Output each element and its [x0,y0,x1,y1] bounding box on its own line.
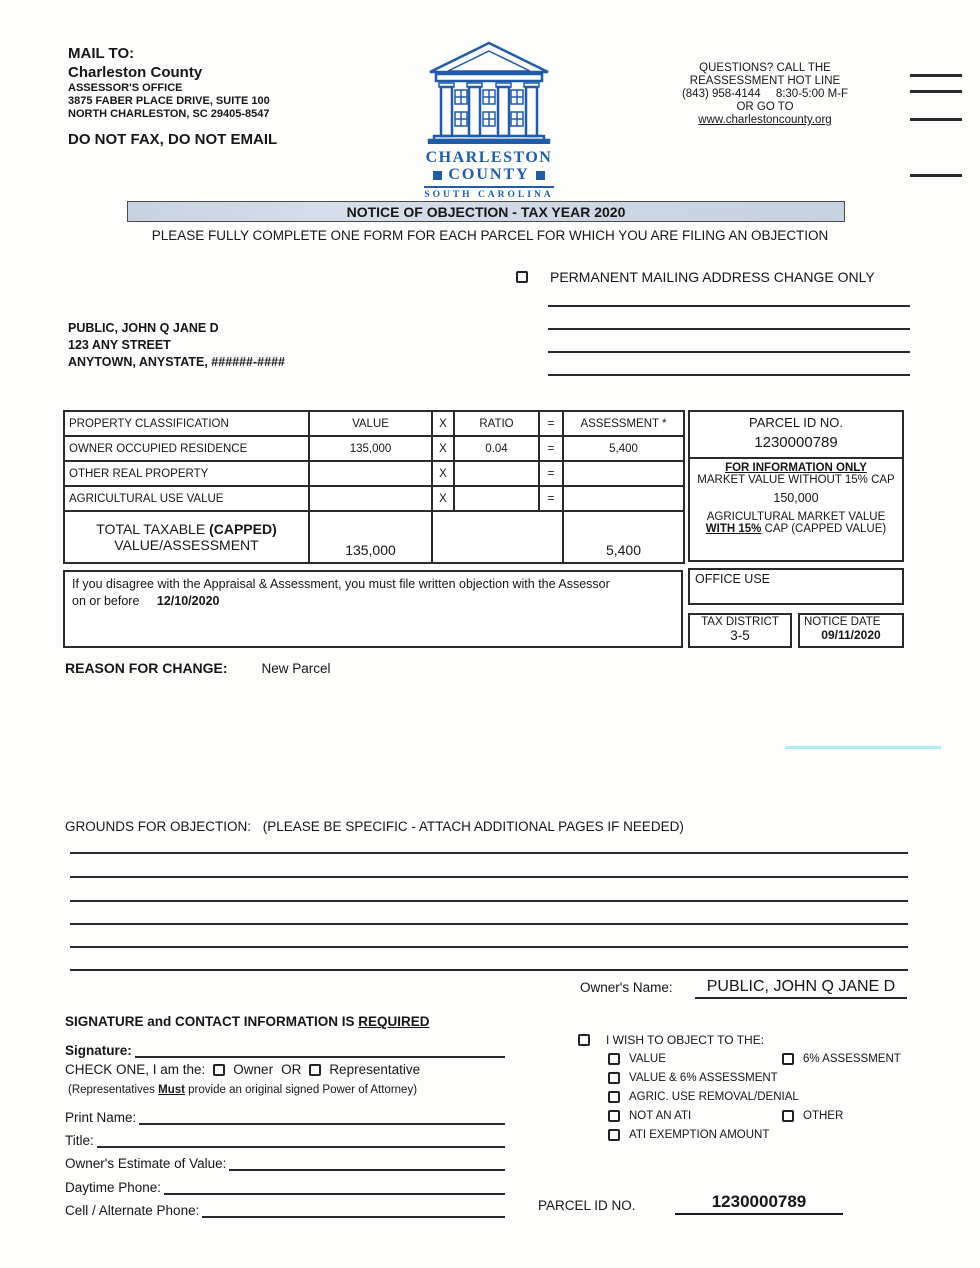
cell-equals: = [539,461,563,486]
cell-ratio [454,486,539,511]
agric-option-row [608,1091,799,1103]
cell-ratio [454,461,539,486]
mailing-change-checkbox[interactable] [516,271,528,283]
cell-value [309,486,432,511]
grounds-line[interactable] [70,969,908,971]
questions-line4: OR GO TO [736,101,794,113]
total-label-cell [64,511,309,563]
cell-classification: AGRICULTURAL USE VALUE [64,486,309,511]
representative-checkbox[interactable] [309,1064,321,1076]
fill-in-line[interactable] [910,90,962,93]
table-row [64,461,684,486]
estimate-input-line[interactable] [229,1154,505,1171]
cell-equals: = [539,436,563,461]
cell-value [309,461,432,486]
parcel-id-box [688,410,904,562]
fill-in-line[interactable] [910,118,962,121]
deadline-text: If you disagree with the Appraisal & Assessment, you must file written objection with the Assessor [72,577,610,591]
questions-block [655,62,875,127]
other-option-row [782,1110,843,1122]
daytime-phone-label: Daytime Phone: [65,1180,162,1195]
logo-square-right [536,171,545,180]
poa-must: Must [158,1084,185,1096]
cell-x: X [432,486,454,511]
header-ratio: RATIO [454,411,539,436]
representative-option-label: Representative [329,1062,421,1077]
title-label: Title: [65,1133,94,1148]
grounds-heading [65,819,684,834]
value-label: VALUE [629,1053,666,1065]
cell-phone-input-line[interactable] [202,1201,505,1218]
charleston-county-logo [424,40,554,200]
table-row [64,436,684,461]
info-only-title: FOR INFORMATION ONLY [725,462,867,474]
agric-use-checkbox[interactable] [608,1091,620,1103]
grounds-label2: (PLEASE BE SPECIFIC - ATTACH ADDITIONAL PAGES IF NEEDED) [262,819,684,834]
ag-cap-label [690,523,902,535]
owner-address-city: ANYTOWN, ANYSTATE, ######-#### [68,355,285,369]
poa-pre: (Representatives [68,1084,159,1096]
office-address-line1: 3875 FABER PLACE DRIVE, SUITE 100 [68,95,270,107]
bottom-parcel-label: PARCEL ID NO. [538,1198,636,1213]
logo-charleston-text: CHARLESTON [425,149,553,166]
owner-address-block [68,320,285,371]
notice-date-box [798,613,904,648]
parcel-info-section [690,459,902,535]
value-six-pct-option-row [608,1072,778,1084]
tax-district-label: TAX DISTRICT [701,616,779,628]
owner-checkbox[interactable] [213,1064,225,1076]
grounds-line[interactable] [70,946,908,948]
signature-label: Signature: [65,1043,132,1058]
wish-to-object-checkbox[interactable] [578,1034,590,1046]
signature-row [65,1038,505,1058]
form-subtitle: PLEASE FULLY COMPLETE ONE FORM FOR EACH PARCEL FOR WHICH YOU ARE FILING AN OBJECTION [151,228,829,243]
print-name-row [65,1105,505,1125]
daytime-phone-row [65,1175,505,1195]
assessment-table [63,410,685,564]
table-header-row [64,411,684,436]
scan-artifact-line [785,746,941,749]
wish-to-object-row [578,1033,764,1047]
cell-assessment [563,486,684,511]
title-row [65,1128,505,1148]
deadline-box [63,570,683,648]
deadline-text2: on or before [72,594,140,608]
signature-heading [65,1014,430,1029]
grounds-line[interactable] [70,900,908,902]
fill-in-line[interactable] [910,174,962,177]
wish-to-object-label: I WISH TO OBJECT TO THE: [606,1033,765,1047]
ag-market-value-label: AGRICULTURAL MARKET VALUE [706,511,886,523]
notice-date-label: NOTICE DATE [804,616,881,628]
six-pct-assessment-label: 6% ASSESSMENT [803,1053,901,1065]
cell-assessment: 5,400 [563,436,684,461]
parcel-id-top [690,412,902,459]
signature-input-line[interactable] [135,1041,505,1058]
hotline-row [655,88,875,101]
not-an-ati-option-row [608,1110,691,1122]
deadline-date: 12/10/2020 [156,594,220,608]
grounds-line[interactable] [70,876,908,878]
mailing-change-row [516,269,875,285]
bottom-parcel-value: 1230000789 [675,1192,843,1215]
mailing-change-line[interactable] [548,374,910,376]
logo-south-carolina-text: SOUTH CAROLINA [424,186,554,200]
check-one-row [65,1062,420,1077]
county-name: Charleston County [68,64,203,81]
check-one-label: CHECK ONE, I am the: [65,1062,206,1077]
agric-use-label: AGRIC. USE REMOVAL/DENIAL [629,1091,799,1103]
owner-address-name: PUBLIC, JOHN Q JANE D [68,321,219,335]
grounds-line[interactable] [70,923,908,925]
signature-heading-required: REQUIRED [358,1014,430,1029]
mailing-change-line[interactable] [548,305,910,307]
do-not-fax-warning: DO NOT FAX, DO NOT EMAIL [68,131,278,148]
mailing-change-line[interactable] [548,351,910,353]
cell-classification: OWNER OCCUPIED RESIDENCE [64,436,309,461]
office-use-box [688,568,904,605]
total-label-part2: VALUE/ASSESSMENT [114,537,259,553]
logo-county-row [424,166,554,184]
logo-square-left [433,171,442,180]
not-an-ati-checkbox[interactable] [608,1110,620,1122]
parcel-id-number: 1230000789 [754,434,838,451]
not-an-ati-label: NOT AN ATI [629,1110,692,1122]
courthouse-building-icon [424,40,554,144]
cell-classification: OTHER REAL PROPERTY [64,461,309,486]
mail-to-label: MAIL TO: [68,45,135,62]
value-six-pct-label: VALUE & 6% ASSESSMENT [629,1072,778,1084]
market-value-amount: 150,000 [773,491,819,505]
reason-for-change-row [65,660,330,676]
table-row [64,486,684,511]
county-website-link[interactable]: www.charlestoncounty.org [698,114,832,126]
print-name-label: Print Name: [65,1110,137,1125]
office-address-line2: NORTH CHARLESTON, SC 29405-8547 [68,108,270,120]
other-checkbox[interactable] [782,1110,794,1122]
cell-phone-label: Cell / Alternate Phone: [65,1203,200,1218]
notice-date-value: 09/11/2020 [821,628,881,642]
market-value-label: MARKET VALUE WITHOUT 15% CAP [697,474,895,486]
cell-equals: = [539,486,563,511]
header-x: X [432,411,454,436]
total-assessment-cell: 5,400 [563,511,684,563]
cell-phone-row [65,1198,505,1218]
estimate-row [65,1151,505,1171]
reason-value: New Parcel [261,661,331,676]
value-six-pct-checkbox[interactable] [608,1072,620,1084]
form-title-banner [127,201,845,222]
daytime-phone-input-line[interactable] [164,1178,505,1195]
ati-exemption-option-row [608,1129,769,1141]
poa-note [68,1084,417,1096]
print-name-input-line[interactable] [139,1108,505,1125]
hotline-hours: 8:30-5:00 M-F [775,88,849,100]
header-classification: PROPERTY CLASSIFICATION [64,411,309,436]
owner-option-label: Owner [233,1062,274,1077]
cell-ratio: 0.04 [454,436,539,461]
table-total-row [64,511,684,563]
total-merged-cell [432,511,563,563]
mail-to-block [68,44,270,121]
fill-in-line[interactable] [910,74,962,77]
total-value-cell: 135,000 [309,511,432,563]
parcel-id-title: PARCEL ID NO. [749,415,843,430]
cell-assessment [563,461,684,486]
total-label-part1: TOTAL TAXABLE [96,521,210,537]
six-pct-option-row [782,1053,901,1065]
reason-label: REASON FOR CHANGE: [65,660,228,676]
cell-x: X [432,461,454,486]
mailing-change-line[interactable] [548,328,910,330]
with-15-label: WITH 15% [705,523,762,535]
other-label: OTHER [803,1110,844,1122]
six-pct-assessment-checkbox[interactable] [782,1053,794,1065]
grounds-line[interactable] [70,852,908,854]
cell-x: X [432,436,454,461]
owners-name-label: Owner's Name: [580,980,673,995]
ati-exemption-checkbox[interactable] [608,1129,620,1141]
logo-county-text: COUNTY [448,166,530,183]
title-input-line[interactable] [97,1131,505,1148]
estimate-label: Owner's Estimate of Value: [65,1156,227,1171]
or-label: OR [281,1062,302,1077]
cell-value: 135,000 [309,436,432,461]
tax-district-box [688,613,792,648]
total-label-capped: (CAPPED) [209,521,277,537]
questions-line2: REASSESSMENT HOT LINE [689,75,841,87]
mailing-change-label: PERMANENT MAILING ADDRESS CHANGE ONLY [550,269,875,285]
header-assessment: ASSESSMENT * [563,411,684,436]
form-title: NOTICE OF OBJECTION - TAX YEAR 2020 [346,203,626,220]
poa-post: provide an original signed Power of Attorney) [184,1084,418,1096]
hotline-phone: (843) 958-4144 [681,88,761,100]
signature-heading-main: SIGNATURE and CONTACT INFORMATION IS [65,1014,359,1029]
office-use-label: OFFICE USE [695,572,771,586]
questions-line1: QUESTIONS? CALL THE [699,62,831,74]
value-checkbox[interactable] [608,1053,620,1065]
owner-address-street: 123 ANY STREET [68,338,171,352]
header-value: VALUE [309,411,432,436]
owners-name-value[interactable]: PUBLIC, JOHN Q JANE D [695,978,907,999]
tax-district-value: 3-5 [730,628,750,643]
header-equals: = [539,411,563,436]
ati-exemption-label: ATI EXEMPTION AMOUNT [629,1129,770,1141]
assessor-office: ASSESSOR'S OFFICE [68,82,183,94]
value-option-row [608,1053,666,1065]
cap-capped-value-label: CAP (CAPPED VALUE) [761,523,887,535]
grounds-label: GROUNDS FOR OBJECTION: [65,819,252,834]
